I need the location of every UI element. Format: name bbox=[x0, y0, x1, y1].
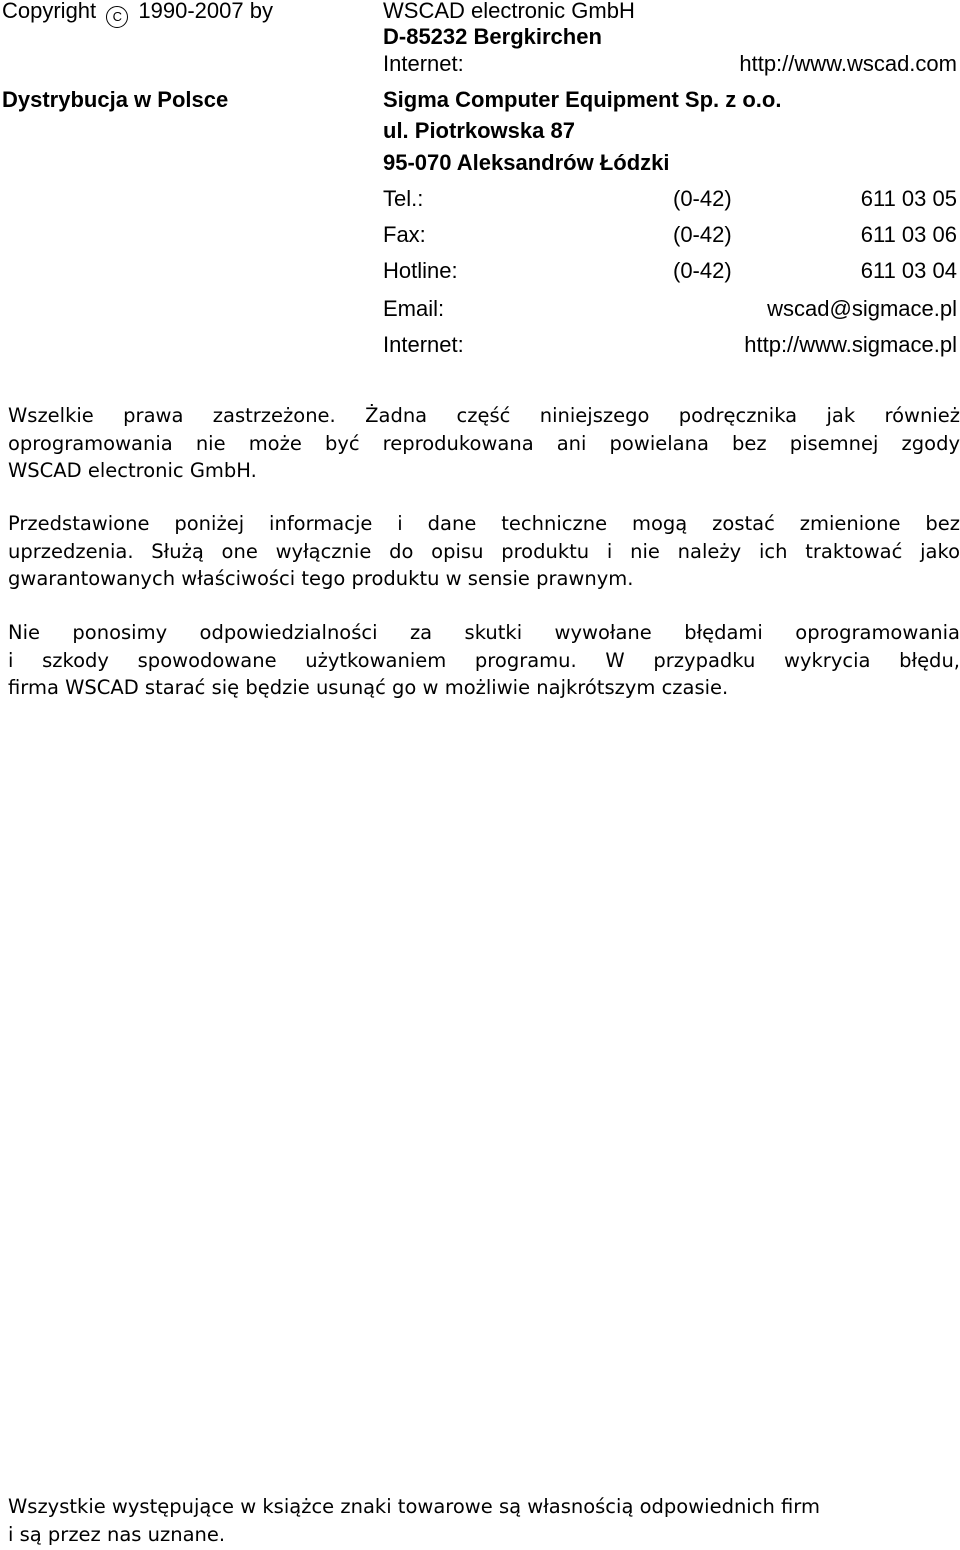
rights-paragraph bbox=[8, 402, 960, 485]
contact-row-hotline bbox=[383, 258, 957, 288]
contact-label: Email: bbox=[383, 296, 445, 321]
contact-row-tel bbox=[383, 186, 957, 216]
paragraph-line: i są przez nas uznane. bbox=[8, 1522, 226, 1546]
trademarks-paragraph bbox=[8, 1493, 960, 1548]
contact-area-code: (0-42) bbox=[673, 222, 732, 247]
contact-label: Hotline: bbox=[383, 258, 458, 283]
liability-paragraph bbox=[8, 619, 960, 702]
contact-row-email bbox=[383, 296, 957, 326]
contact-value: 611 03 04 bbox=[860, 258, 957, 283]
contact-area-code: (0-42) bbox=[673, 258, 732, 283]
distributor-city: 95-070 Aleksandrów Łódzki bbox=[383, 150, 670, 175]
copyright-years: 1990-2007 by bbox=[138, 0, 273, 23]
company-name: WSCAD electronic GmbH bbox=[383, 0, 635, 23]
contact-label: Fax: bbox=[383, 222, 426, 247]
contact-internet-link[interactable]: http://www.sigmace.pl bbox=[744, 332, 957, 357]
paragraph-line: uprzedzenia. Służą one wyłącznie do opisu produktu i nie należy ich traktować jako bbox=[8, 539, 960, 563]
paragraph-line: oprogramowania nie może być reprodukowana ani powielana bez pisemnej zgody bbox=[8, 431, 960, 455]
paragraph-line: Wszystkie występujące w książce znaki towarowe są własnością odpowiednich firm bbox=[8, 1495, 820, 1518]
copyright-icon: C bbox=[106, 6, 128, 28]
paragraph-line: Nie ponosimy odpowiedzialności za skutki wywołane błędami oprogramowania bbox=[8, 621, 960, 644]
paragraph-line: i szkody spowodowane użytkowaniem programu. W przypadku wykrycia błędu, bbox=[8, 648, 960, 672]
contact-label: Internet: bbox=[383, 332, 464, 357]
company-address: D-85232 Bergkirchen bbox=[383, 24, 602, 49]
paragraph-line: Wszelkie prawa zastrzeżone. Żadna część niniejszego podręcznika jak również bbox=[8, 404, 960, 427]
contact-label: Tel.: bbox=[383, 186, 424, 211]
contact-value: 611 03 05 bbox=[860, 186, 957, 211]
company-internet-url[interactable]: http://www.wscad.com bbox=[739, 51, 957, 76]
paragraph-line: WSCAD electronic GmbH. bbox=[8, 459, 257, 482]
distributor-street: ul. Piotrkowska 87 bbox=[383, 118, 575, 143]
paragraph-line: gwarantowanych właściwości tego produktu w sensie prawnym. bbox=[8, 567, 634, 590]
copyright-line bbox=[2, 0, 273, 28]
distribution-label: Dystrybucja w Polsce bbox=[2, 87, 229, 112]
changes-paragraph bbox=[8, 510, 960, 593]
contact-area-code: (0-42) bbox=[673, 186, 732, 211]
contact-row-fax bbox=[383, 222, 957, 252]
contact-email-link[interactable]: wscad@sigmace.pl bbox=[767, 296, 957, 321]
company-internet-label: Internet: bbox=[383, 51, 464, 76]
contact-value: 611 03 06 bbox=[860, 222, 957, 247]
paragraph-line: Przedstawione poniżej informacje i dane techniczne mogą zostać zmienione bez bbox=[8, 512, 960, 535]
distributor-company: Sigma Computer Equipment Sp. z o.o. bbox=[383, 87, 782, 112]
contact-row-internet bbox=[383, 332, 957, 362]
paragraph-line: firma WSCAD starać się będzie usunąć go w możliwie najkrótszym czasie. bbox=[8, 676, 729, 699]
copyright-prefix: Copyright bbox=[2, 0, 97, 23]
